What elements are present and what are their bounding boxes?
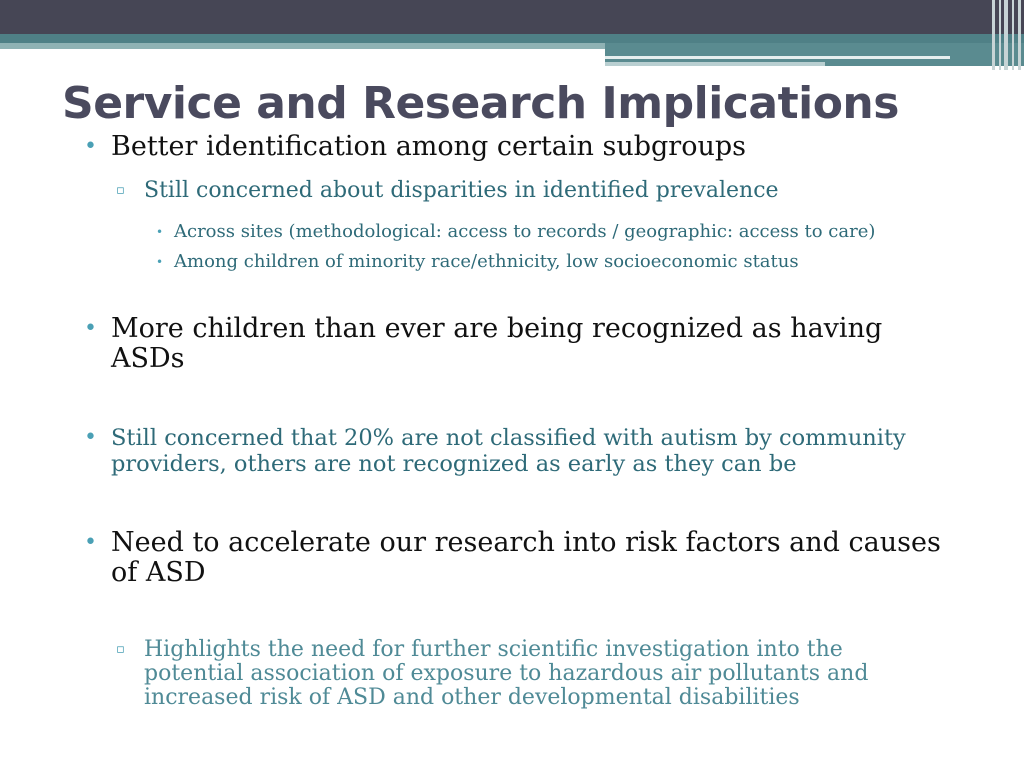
small-dot-icon: •: [156, 255, 164, 269]
slide-title: Service and Research Implications: [62, 78, 899, 129]
bullet-item: [84, 528, 964, 588]
sub-bullet-text: Highlights the need for further scientific investigation into the potential association of exposure to hazardous air pollutants and increased risk of ASD and other developmental disabilities: [144, 637, 869, 710]
square-bullet-icon: ▫: [116, 183, 125, 198]
bullet-dot-icon: •: [84, 530, 97, 555]
bullet-dot-icon: •: [84, 425, 97, 450]
square-bullet-icon: ▫: [116, 642, 125, 657]
bullet-item: [84, 314, 964, 374]
bullet-item: [84, 132, 964, 162]
small-dot-icon: •: [156, 225, 164, 239]
bullet-text: Still concerned that 20% are not classified with autism by community providers, others are not recognized as early as they can be: [111, 425, 906, 477]
header-teal-bar: [0, 34, 1024, 43]
sub-bullet-item: [116, 638, 936, 710]
header-accent-line-short: [605, 62, 825, 66]
bullet-text: Better identification among certain subgroups: [111, 131, 746, 162]
sub-sub-bullet-text: Among children of minority race/ethnicity, low socioeconomic status: [174, 251, 799, 272]
sub-bullet-item: [116, 179, 936, 203]
sub-sub-bullet-item: [156, 251, 956, 273]
header-stripes: [990, 0, 1024, 70]
sub-bullet-text: Still concerned about disparities in identified prevalence: [144, 178, 779, 203]
bullet-item: [84, 425, 964, 477]
sub-sub-bullet-text: Across sites (methodological: access to records / geographic: access to care): [174, 221, 876, 242]
header-dark-bar: [0, 0, 1024, 34]
sub-sub-bullet-item: [156, 221, 956, 243]
bullet-text: Need to accelerate our research into risk factors and causes of ASD: [111, 527, 941, 588]
header-accent-line: [605, 56, 950, 59]
bullet-dot-icon: •: [84, 316, 97, 341]
bullet-text: More children than ever are being recognized as having ASDs: [111, 313, 883, 374]
header-light-bar: [0, 43, 605, 49]
bullet-dot-icon: •: [84, 134, 97, 159]
